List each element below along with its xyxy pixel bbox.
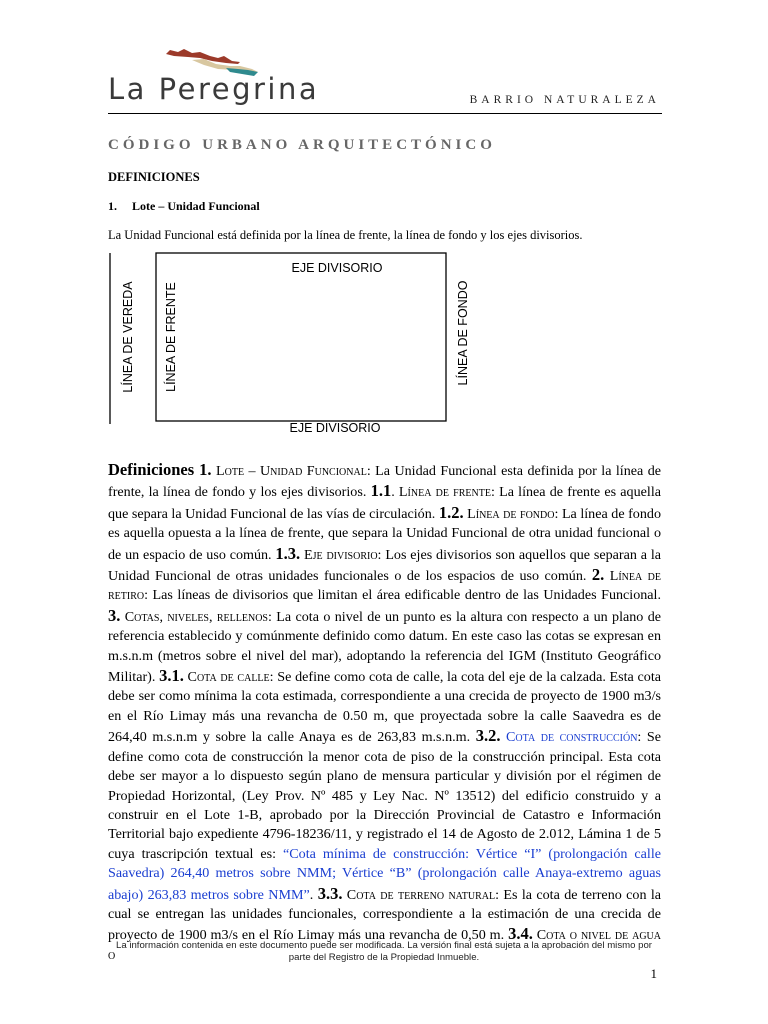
item-number: 1. <box>108 199 117 213</box>
definition-term: Línea de retiro: <box>108 568 661 604</box>
definition-number: 1.2. <box>438 502 464 522</box>
definitions-paragraph <box>108 460 661 965</box>
diagram-label-vereda: LÍNEA DE VEREDA <box>121 281 135 393</box>
definition-term: Cotas, niveles, rellenos: <box>120 608 272 625</box>
definition-text: : Se define como cota de construcción la menor cota de piso de la construcción principal. Esta cota debe ser mayor a lo dispuesto según plano de mensura particular y división por el régimen de Propiedad Horizontal, (Ley Prov. Nº 485 y Ley Nac. Nº 13512) del edificio construido y a construir en el Lote 1-B, aprobado por la Dirección Provincial de Catastro e Información Territorial bajo expediente 4796-18236/11, y registrado el 14 de Agosto de 2.012, Lámina 1 de 5 cuya trascripción textual es: <box>108 729 661 862</box>
barrio-label: BARRIO NATURALEZA <box>469 94 660 106</box>
definition-text: . <box>309 886 318 903</box>
definition-text: La Unidad Funcional esta definida por la línea de frente, la línea de fondo y los ejes divisorios. <box>108 463 662 501</box>
definition-number: 3.3. <box>317 883 343 903</box>
definition-text: La línea de frente es aquella que separa la Unidad Funcional de las vías de circulación. <box>108 484 661 522</box>
definition-term: . Línea de frente: <box>391 484 495 501</box>
diagram-label-frente: LÍNEA DE FRENTE <box>164 282 178 392</box>
definition-term: Línea de fondo: <box>463 505 559 522</box>
diagram-label-fondo: LÍNEA DE FONDO <box>456 280 470 386</box>
definition-text: Los ejes divisorios son aquellos que separan a la Unidad Funcional de otras unidades funcionales o de los espacios de uso común. <box>108 546 661 585</box>
definition-text: La línea de fondo es aquella opuesta a la línea de frente, que separa la Unidad Funcional de otra unidad funcional o de un espacio de uso común. <box>108 505 661 563</box>
definition-number: 3. <box>108 605 121 625</box>
definition-term: Cota de terreno natural: <box>342 886 500 903</box>
definition-term: Eje divisorio: <box>300 546 382 563</box>
definition-term: Cota de construcción <box>500 729 638 746</box>
diagram-label-bottom: EJE DIVISORIO <box>289 421 381 435</box>
definition-number: 3.2. <box>475 726 501 746</box>
document-title: CÓDIGO URBANO ARQUITECTÓNICO <box>108 137 496 153</box>
lote-diagram <box>110 250 480 440</box>
header-divider <box>108 113 662 114</box>
item-title: Lote – Unidad Funcional <box>132 199 260 213</box>
definition-number: 2. <box>591 565 605 585</box>
page-number: 1 <box>650 966 657 981</box>
definition-text: Se define como cota de calle, la cota del eje de la calzada. Esta cota debe ser como mínima la cota estimada, correspondiente a una crecida de proyecto de 1900 m3/s en el Río Limay más una revancha de 0.50 m, que proyectada sobre la calle Saavedra es de 264,40 m.s.n.m y sobre la calle Anaya es de 263,83 m.s.n.m. <box>108 669 661 746</box>
definition-number: Definiciones 1. <box>108 460 212 479</box>
definition-text: Las líneas de divisorios que limitan el área edificable dentro de las Unidades Funcional. <box>148 587 661 604</box>
definition-term: Cota o nivel de agua o <box>108 927 661 963</box>
definition-number: 3.4. <box>508 924 533 944</box>
lote-rectangle <box>156 253 446 421</box>
logo-wordmark: La Peregrina <box>108 72 320 106</box>
definition-text: La cota o nivel de un punto es la altura con respecto a un plano de referencia establecido y comúnmente definido como datum. En este caso las cotas se expresan en m.s.n.m (metros sobre el nivel del mar), adoptando la referencia del IGM (Instituto Geográfico Militar). <box>108 608 662 686</box>
definition-term: Cota de calle: <box>183 669 274 686</box>
definition-number: 1.1 <box>370 481 392 501</box>
item-heading <box>108 199 260 214</box>
definition-term: Lote – Unidad Funcional: <box>216 463 371 479</box>
definition-number: 1.3. <box>275 543 301 563</box>
quoted-transcription: “Cota mínima de construcción: Vértice “I” (prolongación calle Saavedra) 264,40 metros sobre NMM; Vértice “B” (prolongación calle Anaya-extremo aguas abajo) 263,83 metros sobre NMM” <box>108 845 661 903</box>
intro-text: La Unidad Funcional está definida por la línea de frente, la línea de fondo y los ejes divisorios. <box>108 228 583 242</box>
definition-text: Es la cota de terreno con la cual se entregan las unidades funcionales, correspondiente a la estimación de una crecida de proyecto de 1900 m3/s en el Río Limay más una revancha de 0,50 m. <box>108 886 662 944</box>
footer-note: La información contenida en este documento puede ser modificada. La versión final está sujeta a la aprobación del mismo por parte del Registro de la Propiedad Inmueble. <box>116 940 652 963</box>
definition-number: 3.1. <box>159 666 184 686</box>
diagram-label-top: EJE DIVISORIO <box>291 261 383 275</box>
section-heading: DEFINICIONES <box>108 170 200 184</box>
